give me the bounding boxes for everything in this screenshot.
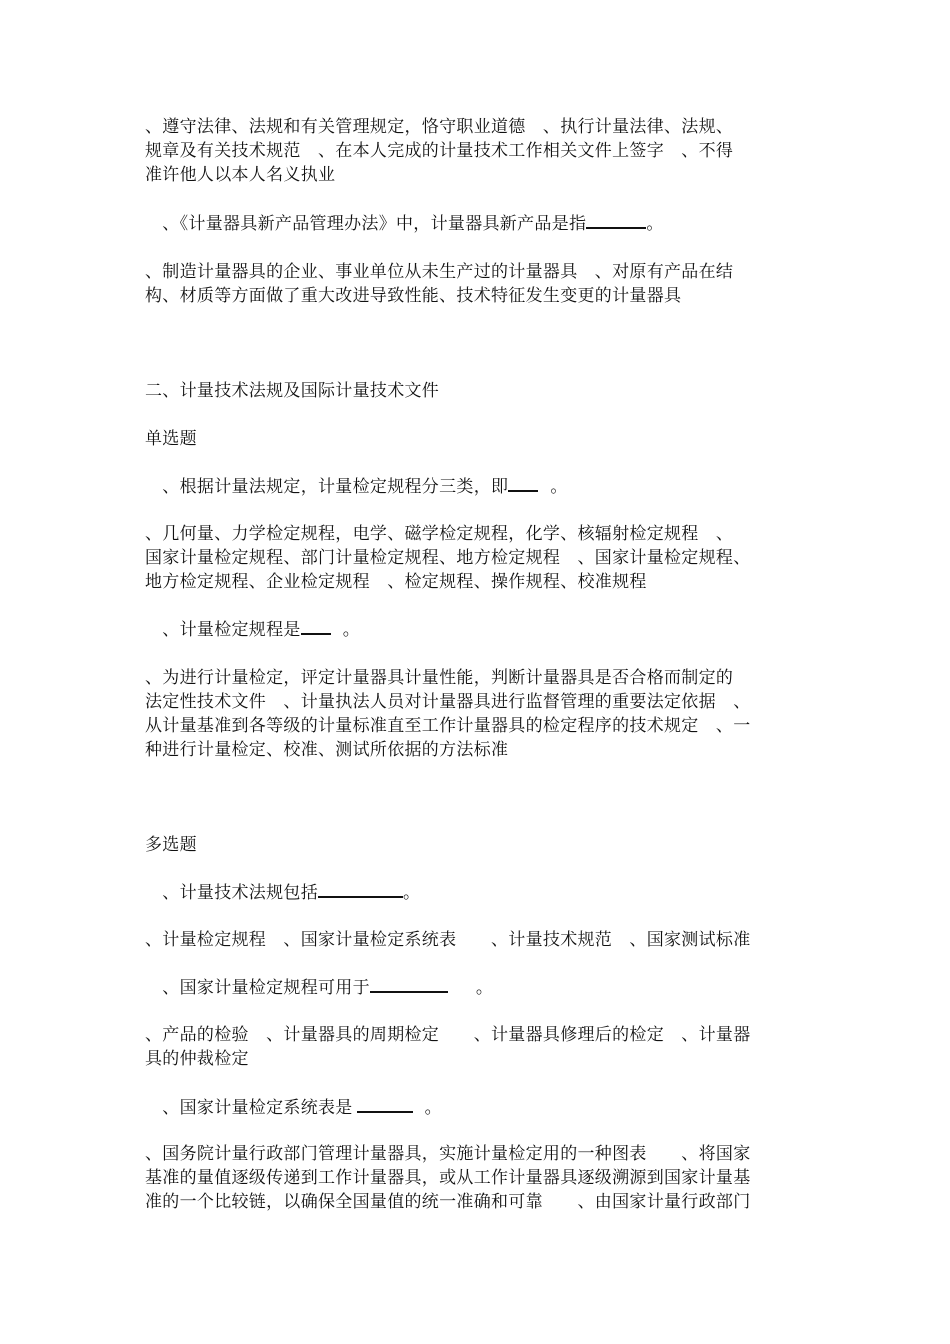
- text-line: 法定性技术文件 、计量执法人员对计量器具进行监督管理的重要法定依据 、: [145, 692, 751, 712]
- text-line: 、遵守法律、法规和有关管理规定，恪守职业道德 、执行计量法律、法规、: [145, 117, 734, 137]
- answer-options: [145, 666, 810, 762]
- answer-blank: [508, 476, 538, 492]
- answer-blank: [586, 213, 646, 229]
- question: [145, 212, 810, 236]
- text-line: 构、材质等方面做了重大改进导致性能、技术特征发生变更的计量器具: [145, 286, 682, 306]
- text-line: 、计量检定规程 、国家计量检定系统表 、计量技术规范 、国家测试标准: [145, 930, 751, 950]
- question-text: 、计量技术法规包括: [145, 883, 318, 903]
- text-line: 、几何量、力学检定规程，电学、磁学检定规程，化学、核辐射检定规程 、: [145, 524, 734, 544]
- text-line: 从计量基准到各等级的计量标准直至工作计量器具的检定程序的技术规定 、一: [145, 716, 751, 736]
- question: [145, 1096, 810, 1120]
- subsection-heading: 多选题: [145, 835, 197, 855]
- answer-options: [145, 1023, 810, 1071]
- answer-options: [145, 1142, 810, 1214]
- question-text: 、《计量器具新产品管理办法》中，计量器具新产品是指: [145, 214, 587, 234]
- answer-blank: [301, 619, 331, 635]
- subsection-heading: 单选题: [145, 429, 197, 449]
- text-line: 种进行计量检定、校准、测试所依据的方法标准: [145, 740, 509, 760]
- question-text: 、计量检定规程是: [145, 620, 301, 640]
- question-text: 、国家计量检定系统表是: [145, 1098, 353, 1118]
- answer-options: [145, 260, 810, 308]
- question-end: 。: [475, 978, 494, 998]
- answer-options: [145, 522, 810, 594]
- text-line: 准许他人以本人名义执业: [145, 165, 336, 185]
- section-heading: 二、计量技术法规及国际计量技术文件: [145, 381, 440, 401]
- question-end: 。: [424, 1098, 442, 1118]
- question-end: 。: [550, 477, 568, 497]
- question: [145, 881, 810, 905]
- answer-options: [145, 928, 810, 952]
- question: [145, 618, 810, 642]
- question-end: 。: [342, 620, 361, 640]
- answer-options: [145, 115, 810, 187]
- text-line: 、制造计量器具的企业、事业单位从未生产过的计量器具 、对原有产品在结: [145, 262, 734, 282]
- question-text: 、国家计量检定规程可用于: [145, 978, 370, 998]
- text-line: 、产品的检验 、计量器具的周期检定 、计量器具修理后的检定 、计量器: [145, 1025, 751, 1045]
- text-line: 具的仲裁检定: [145, 1049, 249, 1069]
- text-line: 基准的量值逐级传递到工作计量器具，或从工作计量器具逐级溯源到国家计量基: [145, 1168, 751, 1188]
- text-line: 、国务院计量行政部门管理计量器具，实施计量检定用的一种图表 、将国家: [145, 1144, 751, 1164]
- text-line: 地方检定规程、企业检定规程 、检定规程、操作规程、校准规程: [145, 572, 647, 592]
- question-text: 、根据计量法规定，计量检定规程分三类，即: [145, 477, 509, 497]
- question-end: 。: [403, 883, 421, 903]
- text-line: 、为进行计量检定，评定计量器具计量性能，判断计量器具是否合格而制定的: [145, 668, 734, 688]
- text-line: 规章及有关技术规范 、在本人完成的计量技术工作相关文件上签字 、不得: [145, 141, 734, 161]
- answer-blank: [370, 977, 448, 993]
- text-line: 国家计量检定规程、部门计量检定规程、地方检定规程 、国家计量检定规程、: [145, 548, 751, 568]
- question-end: 。: [646, 214, 664, 234]
- answer-blank: [357, 1097, 413, 1113]
- text-line: 准的一个比较链，以确保全国量值的统一准确和可靠 、由国家计量行政部门: [145, 1192, 751, 1212]
- question: [145, 475, 810, 499]
- question: [145, 976, 810, 1000]
- answer-blank: [318, 882, 403, 898]
